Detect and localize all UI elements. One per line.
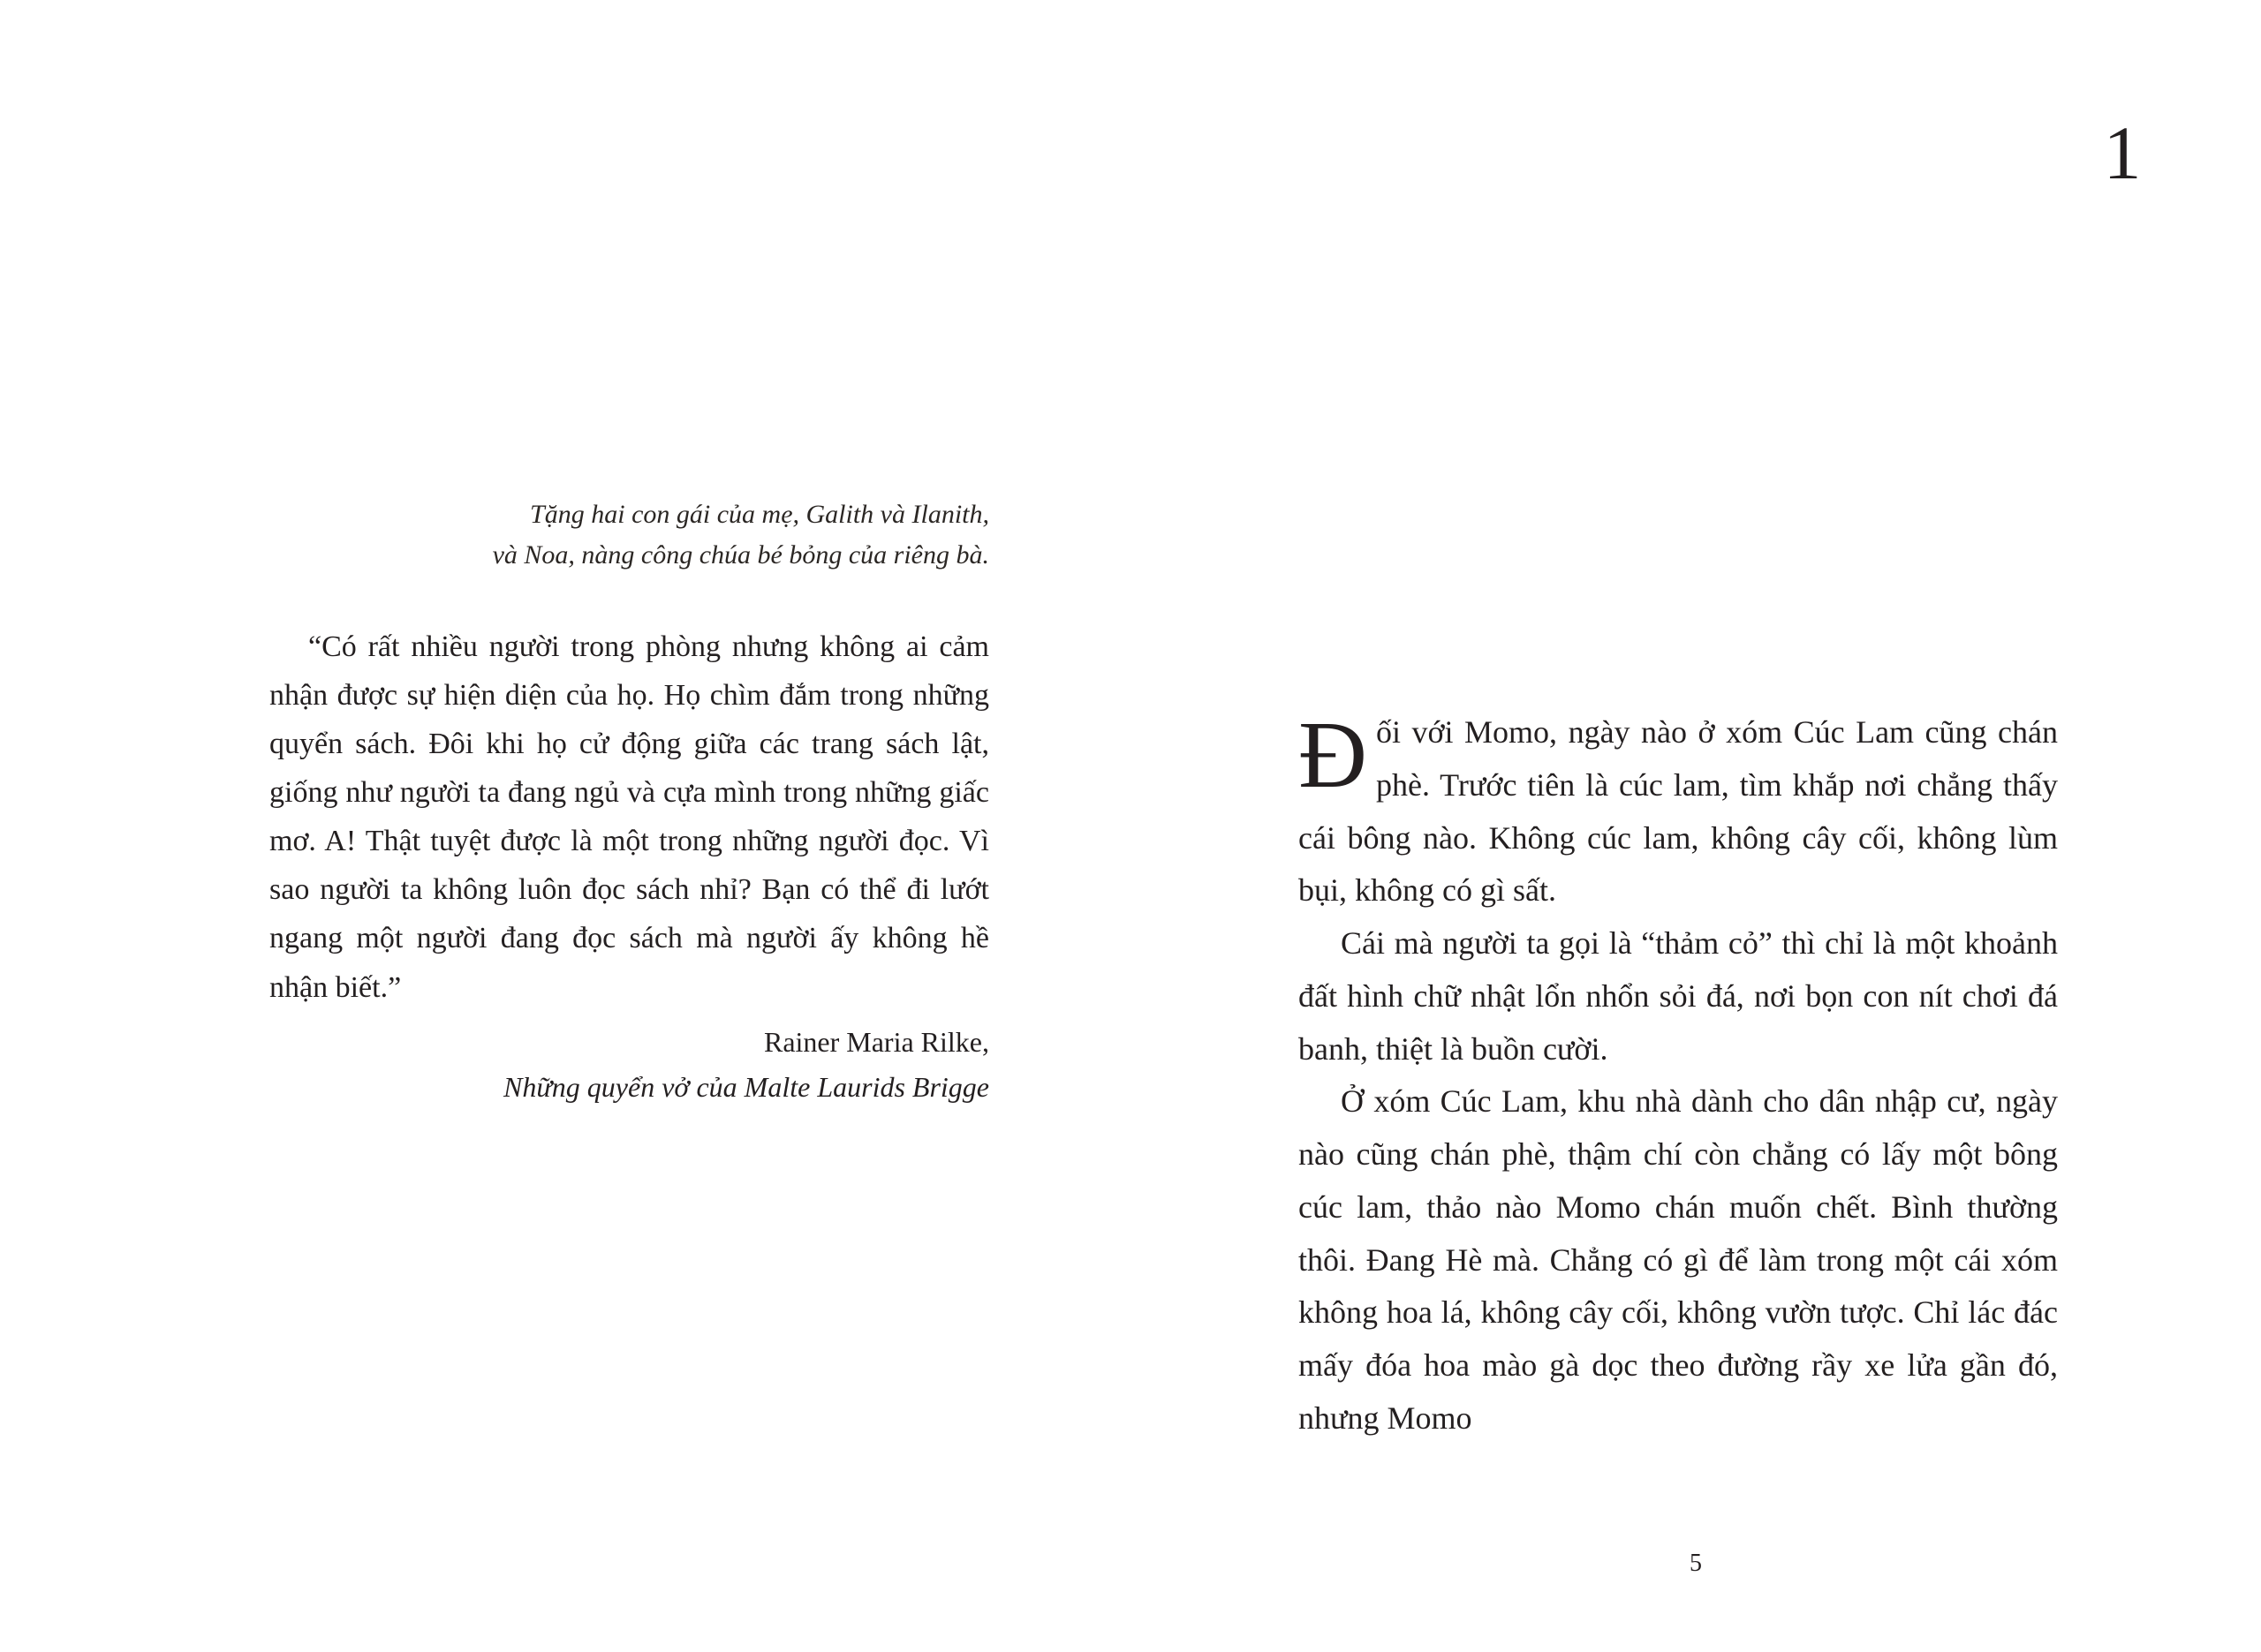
epigraph-text: “Có rất nhiều người trong phòng nhưng không ai cảm nhận được sự hiện diện của họ. Họ chìm đắm trong những quyển sách. Đôi khi họ cử động giữa các trang sách lật, giống như người ta đang ngủ và cựa mình trong những giấc mơ. A! Thật tuyệt được là một trong những người đọc. Vì sao người ta không luôn đọc sách nhỉ? Bạn có thể đi lướt ngang một người đang đọc sách mà người ấy không hề nhận biết.” xyxy=(269,630,989,1004)
drop-cap: Đ xyxy=(1298,703,1367,808)
body-paragraph xyxy=(1298,703,2058,917)
epigraph-block xyxy=(269,622,989,1012)
attribution-work: Những quyển vở của Malte Laurids Brigge xyxy=(503,1071,989,1104)
body-paragraph: Ở xóm Cúc Lam, khu nhà dành cho dân nhập cư, ngày nào cũng chán phè, thậm chí còn chẳng có lấy một bông cúc lam, thảo nào Momo chán muốn chết. Bình thường thôi. Đang Hè mà. Chẳng có gì để làm trong một cái xóm không hoa lá, không cây cối, không vườn tược. Chỉ lác đác mấy đóa hoa mào gà dọc theo đường rầy xe lửa gần đó, nhưng Momo xyxy=(1298,1083,2058,1436)
attribution-author: Rainer Maria Rilke, xyxy=(763,1026,989,1058)
dedication-line-2: và Noa, nàng công chúa bé bỏng của riêng bà. xyxy=(492,539,989,570)
body-paragraph-text: ối với Momo, ngày nào ở xóm Cúc Lam cũng chán phè. Trước tiên là cúc lam, tìm khắp nơi chẳng thấy cái bông nào. Không cúc lam, không cây cối, không lùm bụi, không có gì sất. xyxy=(1298,714,2058,909)
chapter-number: 1 xyxy=(2103,110,2142,195)
left-page xyxy=(0,0,1130,1652)
epigraph-attribution xyxy=(269,1020,989,1110)
page-number: 5 xyxy=(1690,1550,1702,1577)
chapter-body xyxy=(1298,703,2058,1445)
dedication-line-1: Tặng hai con gái của mẹ, Galith và Ilanith, xyxy=(530,500,989,529)
right-page xyxy=(1130,0,2261,1652)
dedication-block xyxy=(424,494,989,575)
body-paragraph: Cái mà người ta gọi là “thảm cỏ” thì chỉ là một khoảnh đất hình chữ nhật lổn nhổn sỏi đá, nơi bọn con nít chơi đá banh, thiệt là buồn cười. xyxy=(1298,925,2058,1067)
